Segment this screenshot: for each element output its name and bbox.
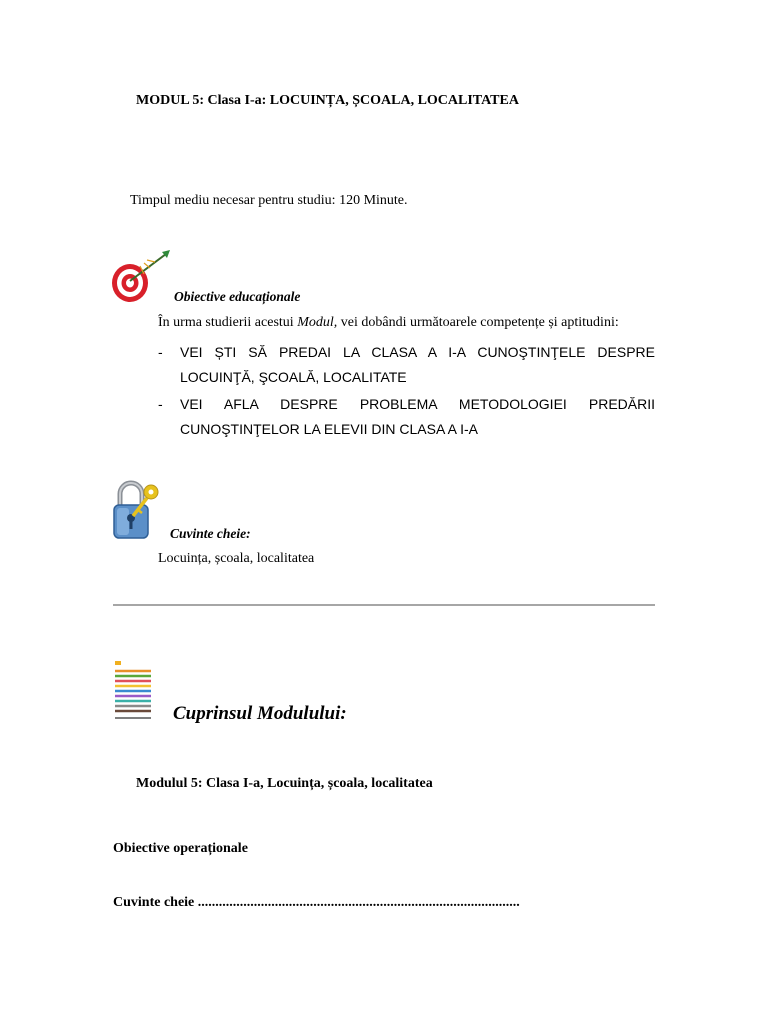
contents-title: Cuprinsul Modulului:: [173, 703, 347, 724]
bullet-dash: -: [158, 396, 163, 412]
objective-item: [158, 340, 655, 390]
objectives-intro-suffix: vei dobândi următoarele competențe și aptitudini:: [337, 315, 619, 330]
objectives-intro-emphasis: Modul,: [297, 315, 338, 330]
target-icon: [110, 250, 172, 304]
objective-text: VEI ȘTI SĂ PREDAI LA CLASA A I-A CUNOŞTINŢELE DESPRE LOCUINŢĂ, ŞCOALĂ, LOCALITATE: [180, 344, 655, 385]
study-time: Timpul mediu necesar pentru studiu: 120 Minute.: [130, 193, 408, 208]
bullet-dash: -: [158, 344, 163, 360]
keywords-heading: Cuvinte cheie:: [170, 526, 251, 541]
objectives-intro: [158, 315, 619, 331]
keywords-text: Locuința, școala, localitatea: [158, 551, 315, 566]
toc-objectives-entry: Obiective operaționale: [113, 841, 248, 856]
objective-item: [158, 392, 655, 442]
colored-list-icon: [113, 660, 153, 722]
toc-keywords-entry: Cuvinte cheie ............................................................................................: [113, 895, 520, 910]
module-title: MODUL 5: Clasa I-a: LOCUINȚA, ȘCOALA, LOCALITATEA: [136, 93, 519, 108]
toc-module-entry: Modulul 5: Clasa I-a, Locuința, școala, localitatea: [136, 776, 433, 791]
objective-text: VEI AFLA DESPRE PROBLEMA METODOLOGIEI PREDĂRII CUNOŞTINŢELOR LA ELEVII DIN CLASA A I-A: [180, 396, 655, 437]
objectives-list: [158, 340, 655, 444]
objectives-intro-prefix: În urma studierii acestui: [158, 315, 298, 330]
section-divider: [113, 604, 655, 606]
objectives-heading: Obiective educaționale: [174, 289, 301, 304]
padlock-key-icon: [112, 480, 160, 540]
